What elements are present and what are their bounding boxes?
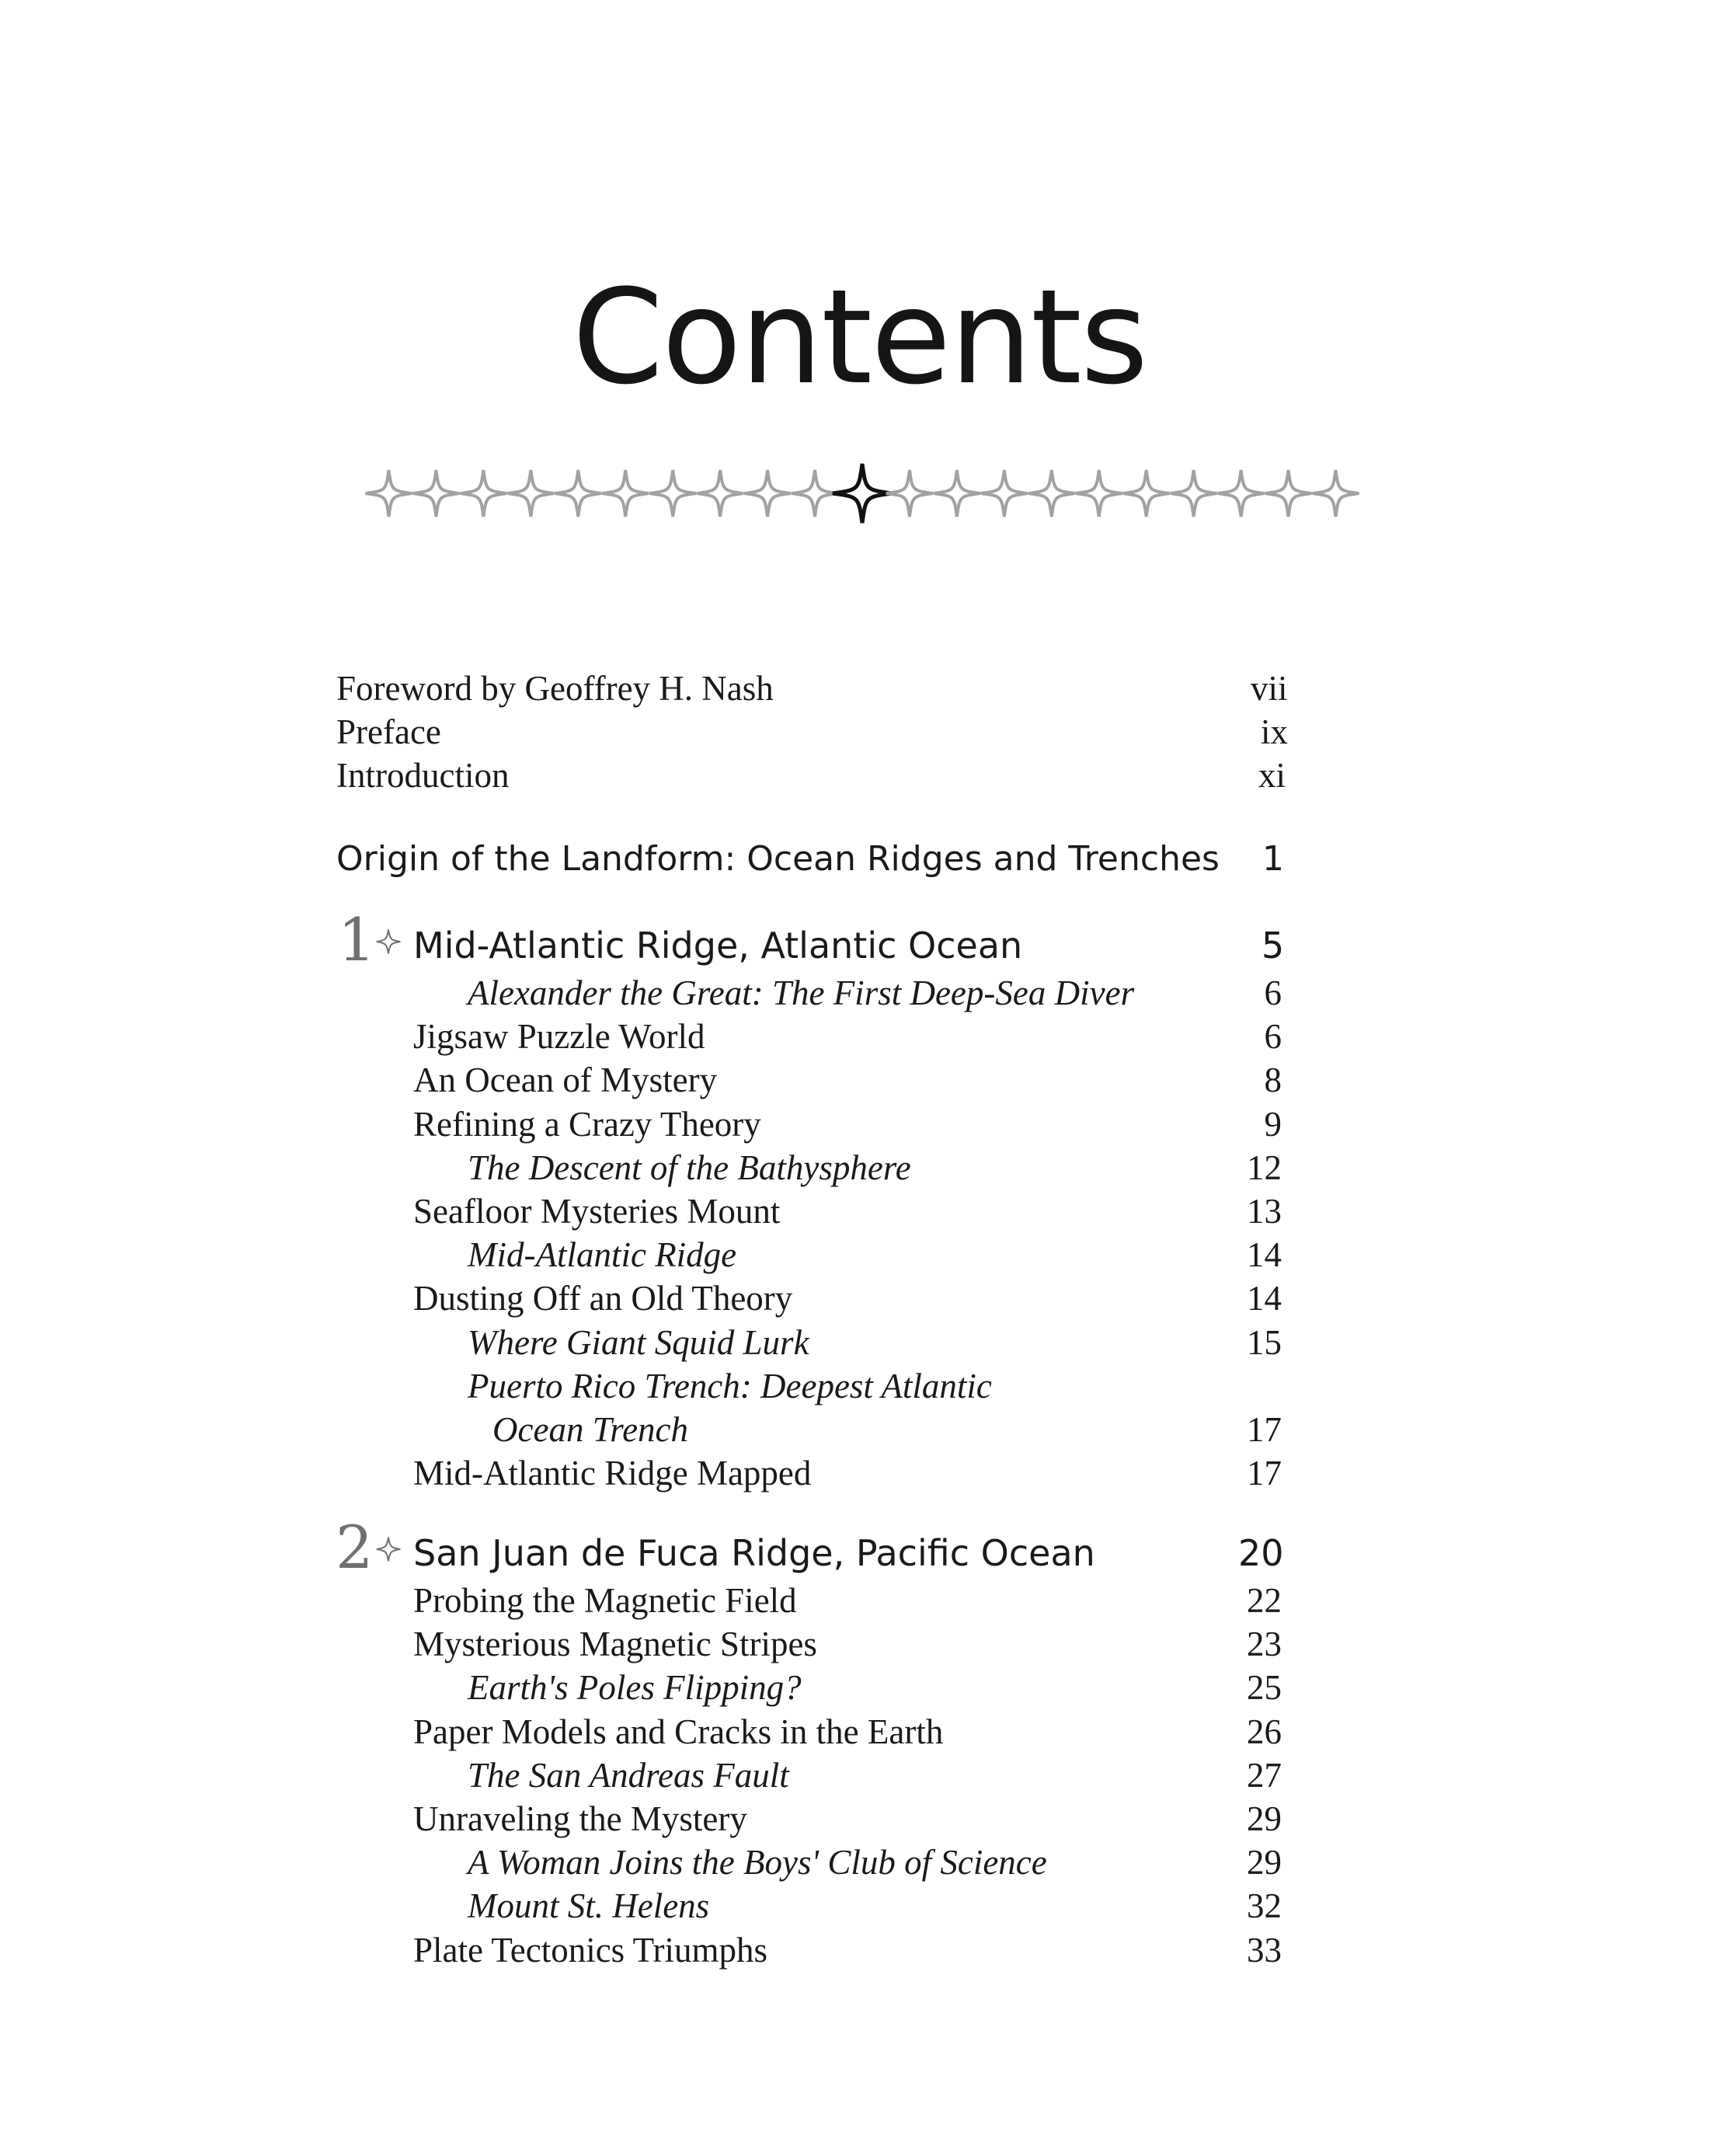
toc-chapter-page: 20 bbox=[1238, 1532, 1284, 1574]
toc-entry-label: The San Andreas Fault bbox=[468, 1756, 789, 1795]
toc-entry-page-number bbox=[0, 1281, 1282, 1316]
ornament-star-icon bbox=[1028, 470, 1075, 517]
toc-entry-page-number bbox=[0, 1412, 1282, 1447]
ornament-star-icon bbox=[1123, 470, 1170, 517]
toc-entry-page-number bbox=[0, 1712, 1282, 1751]
toc-entry-label: Unraveling the Mystery bbox=[413, 1799, 747, 1838]
toc-entry-page-number bbox=[0, 1063, 1282, 1098]
toc-entry-page-number bbox=[0, 1799, 1282, 1838]
toc-entry-page-number bbox=[0, 1886, 1282, 1925]
toc-entry-page-number bbox=[0, 1845, 1282, 1880]
ornament-star-icon bbox=[1218, 470, 1265, 517]
toc-entry-page: xi bbox=[1258, 756, 1286, 795]
toc-entry-page: 23 bbox=[1247, 1625, 1282, 1663]
page-title: Contents bbox=[572, 261, 1147, 413]
toc-entry-label: Where Giant Squid Lurk bbox=[468, 1323, 809, 1362]
ornament-star-icon bbox=[1313, 470, 1359, 517]
toc-entry-label: Mid-Atlantic Ridge Mapped bbox=[413, 1454, 812, 1492]
toc-entry-page: 12 bbox=[1247, 1148, 1282, 1187]
toc-chapter-title: Mid-Atlantic Ridge, Atlantic Ocean bbox=[413, 925, 1023, 967]
toc-entry-page: 13 bbox=[1247, 1192, 1282, 1231]
toc-entry-page: 32 bbox=[1247, 1886, 1282, 1925]
toc-entry-page: 14 bbox=[1247, 1279, 1282, 1318]
ornament-star-icon bbox=[981, 470, 1028, 517]
toc-entry-label: A Woman Joins the Boys' Club of Science bbox=[468, 1843, 1047, 1882]
ornament-star-icon bbox=[886, 470, 933, 517]
toc-entry-page: 9 bbox=[1264, 1105, 1282, 1144]
toc-entry-page: 27 bbox=[1247, 1756, 1282, 1795]
chapter-star-icon bbox=[375, 928, 402, 955]
ornament-star-icon bbox=[412, 470, 459, 517]
toc-entry-page: 17 bbox=[1247, 1410, 1282, 1449]
toc-entry-label: Mysterious Magnetic Stripes bbox=[413, 1625, 817, 1663]
toc-entry-label: Seafloor Mysteries Mount bbox=[413, 1192, 781, 1231]
toc-entry-label: An Ocean of Mystery bbox=[413, 1061, 718, 1099]
toc-entry-label: Mount St. Helens bbox=[468, 1886, 710, 1925]
toc-entry-label: Plate Tectonics Triumphs bbox=[413, 1931, 768, 1970]
chapter-number: 1 bbox=[338, 905, 376, 974]
toc-entry-page: 6 bbox=[1264, 1017, 1282, 1056]
toc-entry-page: ix bbox=[1261, 712, 1289, 751]
ornament-star-icon bbox=[555, 470, 601, 517]
chapter-number: 2 bbox=[336, 1513, 374, 1582]
toc-entry-label: Introduction bbox=[336, 756, 510, 795]
toc-section-label: Origin of the Landform: Ocean Ridges and Trenches bbox=[336, 839, 1220, 879]
toc-entry-page: 33 bbox=[1247, 1931, 1282, 1970]
toc-entry-label: Earth's Poles Flipping? bbox=[468, 1668, 802, 1707]
toc-entry-page-number bbox=[0, 1627, 1282, 1662]
ornament-star-icon bbox=[649, 470, 696, 517]
toc-entry-label: Foreword by Geoffrey H. Nash bbox=[336, 669, 774, 708]
ornament-star-icon bbox=[1171, 470, 1217, 517]
toc-entry-label: Probing the Magnetic Field bbox=[413, 1581, 797, 1620]
toc-chapter-title: San Juan de Fuca Ridge, Pacific Ocean bbox=[413, 1532, 1095, 1574]
toc-entry-label: Refining a Crazy Theory bbox=[413, 1105, 761, 1144]
ornament-star-icon bbox=[507, 470, 554, 517]
toc-entry-page-number bbox=[0, 1933, 1282, 1968]
ornament-star-icon bbox=[1265, 470, 1312, 517]
ornament-svg bbox=[365, 458, 1359, 528]
toc-entry-page-number bbox=[0, 1194, 1282, 1229]
ornament-star-icon bbox=[1076, 470, 1122, 517]
toc-entry-page: 8 bbox=[1264, 1061, 1282, 1099]
ornament-star-icon bbox=[744, 470, 791, 517]
toc-chapter-page: 5 bbox=[1261, 925, 1285, 967]
toc-entry-page-number bbox=[0, 1456, 1282, 1491]
toc-entry-label: Paper Models and Cracks in the Earth bbox=[413, 1712, 944, 1751]
toc-entry-page: 26 bbox=[1247, 1712, 1282, 1751]
toc-entry-label: Ocean Trench bbox=[492, 1410, 689, 1449]
ornament-star-icon bbox=[365, 470, 412, 517]
toc-entry-page: 15 bbox=[1247, 1323, 1282, 1362]
toc-entry-label: Mid-Atlantic Ridge bbox=[468, 1235, 737, 1274]
toc-entry-label: Dusting Off an Old Theory bbox=[413, 1279, 793, 1318]
toc-entry-page: 17 bbox=[1247, 1454, 1282, 1492]
toc-entry-page: 29 bbox=[1247, 1799, 1282, 1838]
toc-entry-page: 6 bbox=[1264, 974, 1282, 1012]
toc-entry-page-number bbox=[0, 1148, 1282, 1187]
toc-entry-label: Jigsaw Puzzle World bbox=[413, 1017, 705, 1056]
toc-entry-page-number bbox=[0, 1670, 1282, 1705]
toc-entry-label: Preface bbox=[336, 712, 441, 751]
toc-entry-page: 29 bbox=[1247, 1843, 1282, 1882]
toc-entry-page-number bbox=[0, 1019, 1282, 1054]
ornament-star-icon bbox=[934, 470, 980, 517]
ornament-star-icon bbox=[602, 470, 649, 517]
toc-entry-page-number bbox=[0, 1758, 1282, 1793]
toc-entry-label: Puerto Rico Trench: Deepest Atlantic bbox=[468, 1367, 992, 1405]
toc-entry-label: Alexander the Great: The First Deep-Sea Diver bbox=[468, 974, 1135, 1012]
toc-entry-page-number bbox=[0, 976, 1282, 1011]
ornament-star-icon bbox=[460, 470, 506, 517]
toc-entry-page: 25 bbox=[1247, 1668, 1282, 1707]
ornament-star-icon bbox=[792, 470, 838, 517]
ornament-star-rule bbox=[365, 458, 1359, 528]
toc-entry-page-number bbox=[0, 1235, 1282, 1274]
toc-entry-page: 22 bbox=[1247, 1581, 1282, 1620]
toc-entry-page: 14 bbox=[1247, 1235, 1282, 1274]
ornament-star-icon bbox=[697, 470, 743, 517]
ornament-center-star-icon bbox=[833, 464, 892, 523]
toc-section-page: 1 bbox=[1262, 839, 1284, 879]
toc-entry-page-number bbox=[0, 1107, 1282, 1142]
toc-entry-page-number bbox=[0, 1325, 1282, 1360]
toc-entry-page: vii bbox=[1251, 669, 1288, 708]
toc-entry-page-number bbox=[0, 1583, 1282, 1618]
chapter-star-icon bbox=[375, 1536, 402, 1562]
toc-entry-label: The Descent of the Bathysphere bbox=[468, 1148, 911, 1187]
